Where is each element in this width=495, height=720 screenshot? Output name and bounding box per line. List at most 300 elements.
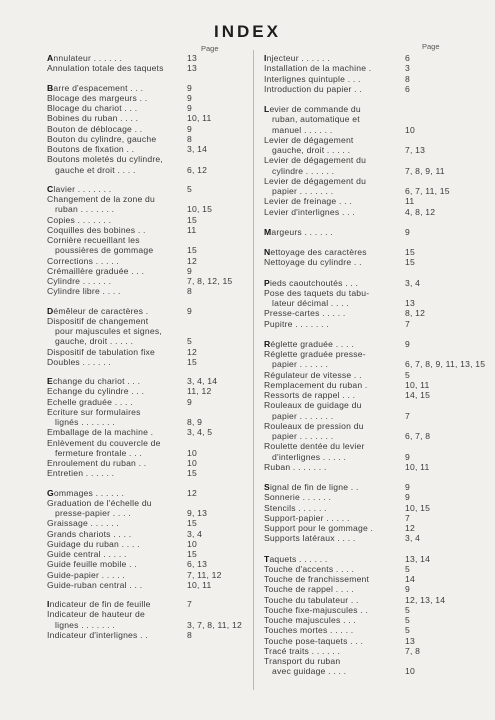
index-entry [264,513,470,523]
entry-term: cylindre . . . . . . [272,165,335,176]
entry-pages: 10, 15 [187,204,213,215]
index-entry [47,336,240,346]
entry-term: avec guidage . . . . [272,666,347,677]
index-entry [47,326,240,336]
entry-pages: 9, 13 [187,508,208,518]
entry-term: Guide-papier . . . . . [47,569,125,580]
entry-pages: 10, 15 [405,502,431,513]
index-entry [47,103,240,113]
entry-term: gauche, droit . . . . . [55,336,134,347]
entry-term: Démêleur de caractères . [47,305,149,316]
index-entry [264,421,470,431]
entry-term: poussières de gommage [55,245,154,256]
index-entry [47,357,240,367]
entry-term: Guide feuille mobile . . [47,559,137,570]
entry-pages: 15 [187,549,197,559]
entry-pages: 11, 12 [187,386,212,397]
index-entry [264,615,470,625]
entry-term: papier . . . . . . . [272,410,334,421]
entry-term: papier . . . . . . . [272,186,334,196]
entry-term: Introduction du papier . . [264,83,362,94]
index-entry [264,196,470,206]
index-group [264,104,470,217]
entry-term: Margeurs . . . . . . [264,226,333,237]
index-entry [47,498,240,508]
index-entry [264,155,470,165]
entry-term: Pose des taquets du tabu- [264,287,370,298]
entry-pages: 5 [405,615,410,625]
index-entry [264,605,470,615]
entry-term: Taquets . . . . . . [264,553,328,564]
index-entry [264,288,470,298]
entry-pages: 6, 13 [187,559,208,570]
entry-pages: 14, 15 [405,390,431,400]
entry-pages: 15 [405,247,415,257]
index-entry [47,215,240,225]
entry-pages: 13 [187,63,197,74]
entry-term: Pupitre . . . . . . . [264,318,329,329]
entry-pages: 10 [187,458,197,468]
entry-pages: 5 [405,369,410,380]
entry-term: Injecteur . . . . . . [264,53,330,63]
index-group [264,338,486,472]
entry-pages: 13 [187,53,197,63]
entry-term: Touche majuscules . . . [264,615,357,625]
entry-pages: 15 [187,356,197,367]
index-entry [264,63,470,73]
entry-term: Bouton de déblocage . . [47,123,143,134]
entry-pages: 7, 8 [405,645,421,656]
index-entry [264,574,470,584]
entry-pages: 9 [405,482,410,492]
entry-pages: 11 [187,224,197,235]
index-entry [264,166,470,176]
entry-pages: 8 [187,629,192,640]
entry-term: Bobines du ruban . . . . [47,113,139,124]
index-entry [264,482,470,492]
index-entry [264,625,470,635]
index-entry [47,83,240,93]
entry-pages: 6, 7, 11, 15 [405,186,450,196]
index-entry [264,390,470,400]
entry-term: ruban . . . . . . . [55,204,115,215]
entry-pages: 12 [187,487,197,498]
right-column [264,42,486,687]
index-entry [264,104,470,114]
entry-term: Copies . . . . . . . [47,214,112,225]
index-entry [47,609,240,619]
entry-pages: 7, 11, 12 [187,569,222,580]
entry-term: Touche de rappel . . . . [264,584,354,595]
entry-term: Touche pose-taquets . . . [264,635,364,646]
entry-pages: 3, 7, 8, 11, 12 [187,619,242,630]
index-group [264,554,470,677]
entry-term: Touches mortes . . . . . [264,625,354,636]
index-entry [47,53,240,63]
index-entry [264,380,470,390]
page-label-right: Page [422,42,440,51]
index-group [264,278,470,329]
index-entry [47,427,240,437]
entry-term: Gommages . . . . . . [47,487,125,498]
entry-term: Signal de fin de ligne . . [264,482,359,492]
entry-term: Supports latéraux . . . . [264,533,356,544]
index-entry [47,539,240,549]
index-entry [47,407,240,417]
index-entry [264,319,470,329]
entry-pages: 7 [405,318,410,329]
index-title: INDEX [214,22,281,41]
entry-term: papier . . . . . . [272,359,329,370]
index-entry [264,431,470,441]
index-entry [264,125,470,135]
entry-pages: 9 [405,492,410,503]
index-entry [47,266,240,276]
entry-term: Emballage de la machine . [47,427,154,438]
entry-term: Touche de franchissement [264,574,370,584]
index-entry [47,316,240,326]
index-entry [47,93,240,103]
entry-pages: 3, 4, 14 [187,376,218,386]
entry-pages: 4, 8, 12 [405,206,436,217]
entry-pages: 10, 11 [405,461,430,472]
index-entry [47,347,240,357]
index-entry [47,154,240,164]
entry-pages: 9 [187,396,192,407]
index-entry [264,257,470,267]
entry-term: Dispositif de tabulation fixe [47,346,156,357]
entry-term: Support-papier . . . . . [264,512,350,523]
entry-pages: 9 [187,265,192,276]
entry-term: Pieds caoutchoutés . . . [264,277,359,288]
index-entry [47,468,240,478]
index-entry [264,145,470,155]
entry-pages: 3, 14 [187,144,208,154]
entry-term: Rouleaux de guidage du [264,400,362,411]
index-entry [47,570,240,580]
index-entry [264,503,470,513]
entry-pages: 15 [187,518,197,529]
entry-term: Graissage . . . . . . [47,518,120,529]
index-entry [264,554,470,564]
entry-term: presse-papier . . . . [55,508,131,518]
entry-pages: 15 [187,468,197,479]
entry-term: ruban, automatique et [272,114,360,125]
entry-pages: 14 [405,574,415,584]
entry-term: Levier de freinage . . . [264,196,352,207]
index-entry [264,584,470,594]
entry-term: Blocage des margeurs . . [47,92,148,103]
entry-term: Ecriture sur formulaires [47,406,141,417]
index-entry [47,204,240,214]
index-entry [47,184,240,194]
index-entry [47,549,240,559]
entry-term: Nettoyage des caractères [264,247,367,257]
entry-pages: 7, 8, 12, 15 [187,276,233,286]
entry-pages: 13 [405,635,415,646]
index-group [47,53,240,74]
entry-term: fermeture frontale . . . [55,447,142,458]
index-group [47,599,240,640]
index-entry [264,84,470,94]
index-entry [47,438,240,448]
index-entry [264,400,470,410]
index-entry [47,417,240,427]
entry-pages: 7 [187,599,192,609]
entry-pages: 9 [187,123,192,134]
entry-pages: 13, 14 [405,553,431,564]
entry-pages: 15 [187,245,197,256]
entry-term: gauche, droit . . . . . [272,145,351,155]
entry-pages: 10, 11 [187,113,212,124]
entry-term: Annulateur . . . . . . [47,53,123,63]
index-entry [264,186,470,196]
index-entry [264,656,470,666]
index-entry [264,595,470,605]
entry-pages: 3 [405,63,410,74]
left-column [47,44,240,649]
entry-pages: 6, 7, 8, 9, 11, 13, 15 [405,359,486,370]
entry-pages: 8 [187,286,192,297]
entry-pages: 7 [405,410,410,421]
index-group [47,488,240,591]
index-entry [47,559,240,569]
entry-term: Changement de la zone du [47,194,156,204]
entry-term: pour majuscules et signes, [55,326,162,336]
entry-term: Roulette dentée du levier [264,441,365,452]
index-entry [47,580,240,590]
entry-term: Guidage du ruban . . . . [47,538,140,549]
entry-pages: 3, 4 [187,528,203,539]
index-entry [264,636,470,646]
entry-pages: 3, 4 [405,277,421,288]
entry-term: Enroulement du ruban . . [47,458,147,468]
entry-term: manuel . . . . . . [272,124,333,135]
entry-pages: 12 [405,523,415,533]
entry-pages: 10 [405,666,415,677]
entry-term: lignés . . . . . . . [55,417,115,427]
entry-term: Annulation totale des taquets [47,63,164,74]
entry-pages: 9 [405,338,410,349]
index-group [264,482,470,544]
index-entry [47,599,240,609]
entry-term: Indicateur d'interlignes . . [47,629,148,640]
entry-term: Cylindre libre . . . . [47,286,121,297]
index-group [264,247,470,268]
index-group [47,184,240,297]
index-entry [47,134,240,144]
index-entry [264,308,470,318]
index-entry [47,144,240,154]
entry-term: Indicateur de hauteur de [47,609,145,620]
entry-pages: 9 [187,305,192,316]
entry-term: papier . . . . . . . [272,431,334,441]
entry-pages: 5 [187,183,192,194]
entry-pages: 15 [187,214,197,225]
entry-pages: 9 [187,82,192,93]
index-entry [47,286,240,296]
entry-pages: 6 [405,83,410,94]
entry-pages: 12 [187,255,197,266]
entry-term: Tracé traits . . . . . . [264,645,341,656]
index-entry [264,298,470,308]
index-entry [47,165,240,175]
index-entry [47,376,240,386]
entry-term: Régulateur de vitesse . . [264,369,362,380]
entry-term: Guide central . . . . . [47,549,127,559]
left-entries [47,53,240,640]
entry-term: Sonnerie . . . . . . [264,492,332,503]
entry-term: Boutons de fixation . . [47,144,135,154]
index-group [264,53,470,94]
index-entry [264,441,470,451]
entry-pages: 9 [187,92,192,103]
entry-term: Levier de dégagement du [264,175,367,186]
index-entry [264,533,470,543]
index-entry [264,207,470,217]
entry-pages: 6, 12 [187,164,208,175]
entry-term: Echange du chariot . . . [47,376,141,386]
index-entry [47,63,240,73]
entry-pages: 7, 13 [405,145,426,155]
entry-term: lateur décimal . . . . [272,298,349,308]
index-entry [47,518,240,528]
index-entry [47,113,240,123]
entry-term: Blocage du chariot . . . [47,103,138,113]
index-entry [264,564,470,574]
entry-pages: 9 [405,451,410,462]
index-entry [47,386,240,396]
index-entry [264,359,486,370]
entry-pages: 12 [187,346,197,357]
index-entry [47,194,240,204]
index-entry [264,74,470,84]
entry-pages: 3, 4, 5 [187,427,213,438]
index-entry [264,176,470,186]
entry-term: d'interlignes . . . . . [272,451,347,462]
entry-term: Coquilles des bobines . . [47,224,146,235]
entry-pages: 11 [405,196,415,207]
index-entry [47,630,240,640]
entry-term: Grands chariots . . . . [47,528,132,539]
entry-term: Boutons moletés du cylindre, [47,154,163,165]
entry-pages: 3, 4 [405,533,421,544]
index-group [47,376,240,479]
entry-pages: 6, 7, 8 [405,431,431,441]
entry-term: Corrections . . . . . [47,255,120,266]
entry-term: Echelle graduée . . . . [47,396,133,407]
entry-term: Barre d'espacement . . . [47,82,144,93]
index-entry [264,646,470,656]
index-entry [264,349,470,359]
index-entry [264,370,470,380]
index-entry [47,124,240,134]
entry-term: Crémaillère graduée . . . [47,265,145,276]
entry-term: Cornière recueillant les [47,235,140,245]
entry-term: Touche fixe-majuscules . . [264,604,369,615]
entry-term: Enlèvement du couvercle de [47,437,161,448]
index-entry [264,227,470,237]
entry-term: Dispositif de changement [47,315,149,326]
page-label-left: Page [201,44,219,53]
index-entry [47,448,240,458]
entry-pages: 10 [405,124,415,135]
entry-term: Installation de la machine . [264,63,372,74]
entry-term: Touche d'accents . . . . [264,563,355,574]
entry-pages: 9 [187,103,192,113]
entry-pages: 7, 8, 9, 11 [405,165,445,176]
entry-term: Doubles . . . . . . [47,356,111,367]
index-entry [47,488,240,498]
entry-term: Levier de dégagement [264,134,354,145]
entry-term: Touche du tabulateur . . [264,594,359,605]
entry-term: lignes . . . . . . . [55,619,115,630]
index-entry [264,411,470,421]
entry-pages: 10, 11 [187,579,212,590]
entry-pages: 5 [405,563,410,574]
index-group [47,306,240,368]
entry-term: Support pour le gommage . [264,523,374,533]
index-entry [264,339,470,349]
entry-term: Levier de dégagement du [264,155,367,166]
entry-term: Clavier . . . . . . . [47,183,112,194]
index-entry [264,666,470,676]
entry-term: Levier de commande du [264,104,361,114]
entry-pages: 5 [405,604,410,615]
entry-term: Graduation de l'échelle du [47,497,152,508]
entry-term: Réglette graduée . . . . [264,338,354,349]
entry-pages: 5 [405,625,410,636]
entry-pages: 10 [187,538,197,549]
entry-pages: 9 [405,584,410,595]
index-entry [47,620,240,630]
entry-pages: 8, 9 [187,417,203,427]
index-entry [264,462,470,472]
entry-term: Stencils . . . . . . [264,502,327,513]
entry-pages: 10, 11 [405,379,430,390]
entry-pages: 9 [405,226,410,237]
entry-term: Cylindre . . . . . . [47,276,112,286]
index-entry [264,492,470,502]
entry-pages: 13 [405,298,415,308]
entry-term: Interlignes quintuple . . . [264,73,361,84]
entry-pages: 10 [187,447,197,458]
index-entry [47,245,240,255]
index-entry [47,306,240,316]
entry-term: Ruban . . . . . . . [264,461,327,472]
entry-term: Nettoyage du cylindre . . [264,257,362,268]
index-entry [47,508,240,518]
column-divider [253,50,254,690]
entry-pages: 7 [405,512,410,523]
entry-term: gauche et droit . . . . [55,164,136,175]
entry-pages: 5 [187,336,192,347]
index-entry [47,529,240,539]
entry-term: Entretien . . . . . . [47,468,115,479]
index-entry [47,225,240,235]
entry-term: Bouton du cylindre, gauche [47,133,157,144]
entry-term: Indicateur de fin de feuille [47,599,151,609]
entry-term: Réglette graduée presse- [264,349,366,359]
entry-pages: 12, 13, 14 [405,594,446,605]
index-entry [47,235,240,245]
entry-pages: 8 [405,73,410,84]
index-entry [264,523,470,533]
index-entry [47,458,240,468]
entry-term: Levier d'interlignes . . . [264,206,355,217]
index-entry [47,276,240,286]
entry-term: Ressorts de rappel . . . [264,390,356,400]
